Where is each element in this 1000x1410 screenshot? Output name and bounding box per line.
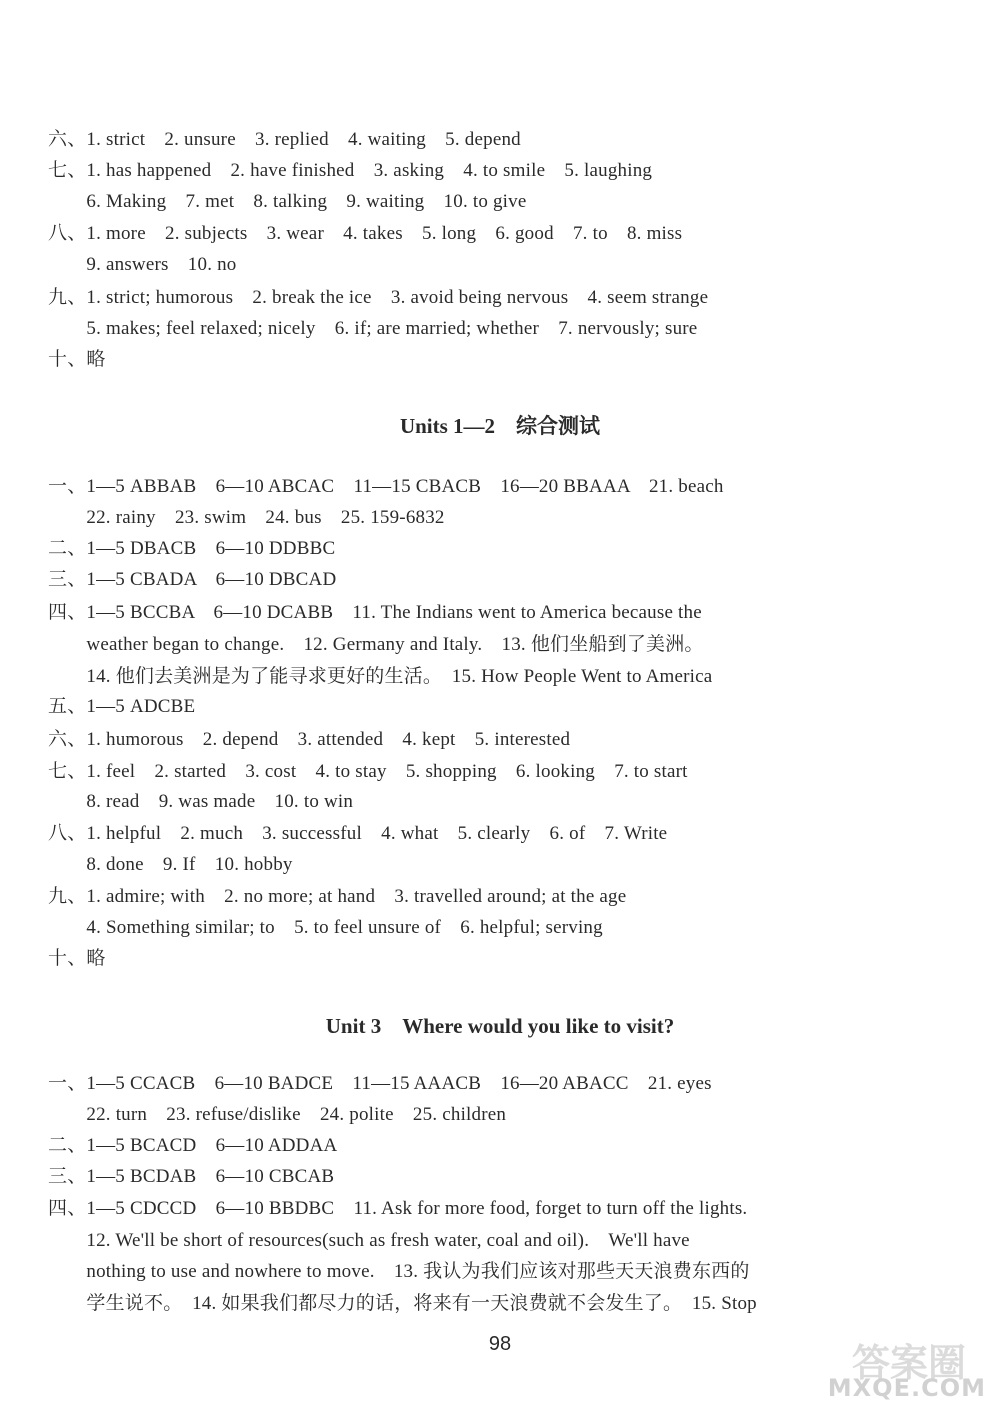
answer-line: 6. Making 7. met 8. talking 9. waiting 10. to give (48, 191, 527, 212)
section-title: Units 1—2 综合测试 (399, 414, 601, 438)
answer-line: 八、1. more 2. subjects 3. wear 4. takes 5. long 6. good 7. to 8. miss (48, 223, 683, 244)
answer-line: 8. done 9. If 10. hobby (48, 854, 293, 875)
answer-line: 六、1. humorous 2. depend 3. attended 4. kept 5. interested (48, 729, 571, 750)
answer-line: 九、1. admire; with 2. no more; at hand 3. travelled around; at the age (48, 886, 627, 907)
answer-line: weather began to change. 12. Germany and Italy. 13. 他们坐船到了美洲。 (48, 634, 704, 655)
watermark-logo: 答案圈 (851, 1341, 966, 1385)
answer-line: 四、1—5 CDCCD 6—10 BBDBC 11. Ask for more food, forget to turn off the lights. (48, 1198, 748, 1219)
page-number: 98 (488, 1333, 512, 1355)
answer-line: 六、1. strict 2. unsure 3. replied 4. waiting 5. depend (48, 129, 521, 150)
answer-line: 学生说不。 14. 如果我们都尽力的话，将来有一天浪费就不会发生了。 15. Stop (48, 1293, 757, 1314)
answer-line: 八、1. helpful 2. much 3. successful 4. what 5. clearly 6. of 7. Write (48, 823, 668, 844)
answer-line: nothing to use and nowhere to move. 13. 我认为我们应该对那些天天浪费东西的 (48, 1261, 750, 1282)
answer-line: 14. 他们去美洲是为了能寻求更好的生活。 15. How People Went to America (48, 666, 713, 687)
answer-line: 8. read 9. was made 10. to win (48, 791, 354, 812)
answer-line: 12. We'll be short of resources(such as fresh water, coal and oil). We'll have (48, 1230, 690, 1251)
answer-line: 九、1. strict; humorous 2. break the ice 3. avoid being nervous 4. seem strange (48, 287, 709, 308)
answer-line: 4. Something similar; to 5. to feel unsure of 6. helpful; serving (48, 917, 603, 938)
answer-line: 七、1. has happened 2. have finished 3. asking 4. to smile 5. laughing (48, 160, 653, 181)
answer-line: 一、1—5 CCACB 6—10 BADCE 11—15 AAACB 16—20 ABACC 21. eyes (48, 1073, 712, 1094)
answer-line: 二、1—5 DBACB 6—10 DDBBC (48, 538, 336, 559)
answer-line: 5. makes; feel relaxed; nicely 6. if; are married; whether 7. nervously; sure (48, 318, 698, 339)
answer-line: 七、1. feel 2. started 3. cost 4. to stay 5. shopping 6. looking 7. to start (48, 761, 688, 782)
answer-line: 22. turn 23. refuse/dislike 24. polite 25. children (48, 1104, 507, 1125)
answer-line: 三、1—5 CBADA 6—10 DBCAD (48, 569, 337, 590)
answer-line: 十、略 (48, 349, 106, 370)
answer-line: 五、1—5 ADCBE (48, 696, 196, 717)
watermark (796, 1332, 986, 1402)
answer-line: 四、1—5 BCCBA 6—10 DCABB 11. The Indians went to America because the (48, 602, 702, 623)
answer-line: 二、1—5 BCACD 6—10 ADDAA (48, 1135, 338, 1156)
answer-line: 9. answers 10. no (48, 254, 237, 275)
section-title: Unit 3 Where would you like to visit? (325, 1014, 675, 1038)
answer-line: 一、1—5 ABBAB 6—10 ABCAC 11—15 CBACB 16—20 BBAAA 21. beach (48, 476, 724, 497)
answer-line: 22. rainy 23. swim 24. bus 25. 159-6832 (48, 507, 445, 528)
watermark-site: MXQE.COM (827, 1374, 986, 1402)
answer-line: 十、略 (48, 948, 106, 969)
answer-line: 三、1—5 BCDAB 6—10 CBCAB (48, 1166, 335, 1187)
